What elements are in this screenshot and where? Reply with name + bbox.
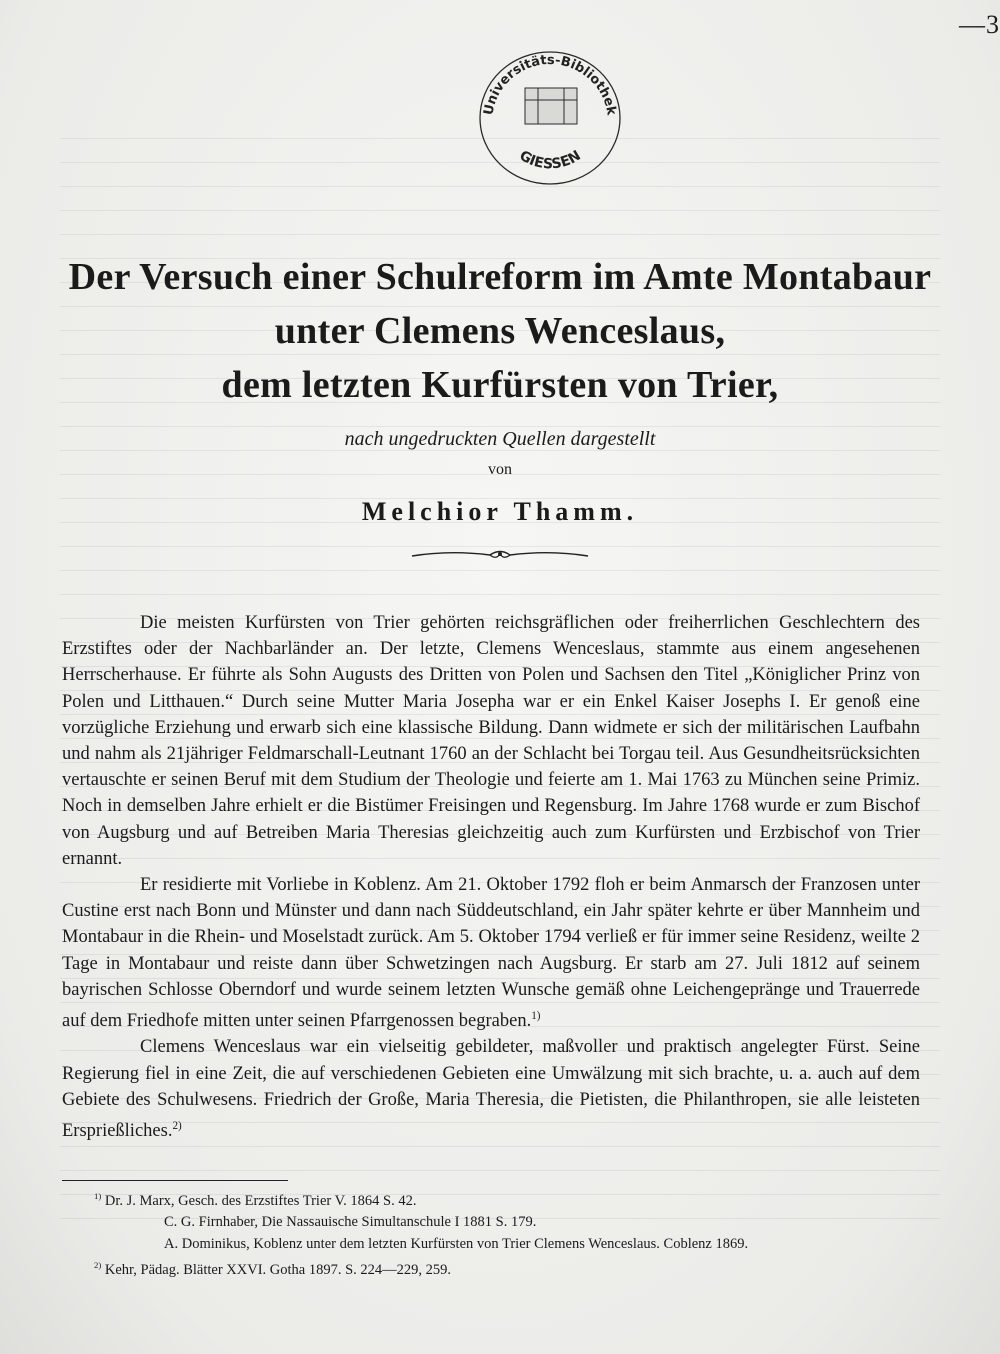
paragraph-1 [62,610,920,872]
paragraph-3-text: Clemens Wenceslaus war ein vielseitig gebildeter, maßvoller und praktisch angelegter Fürst. Seine Regierung fiel in eine Zeit, die auf verschiedenen Gebieten eine Umwälzung mit sich brachte, u. a. auch auf dem Gebiete des Schulwesens. Friedrich der Große, Maria Theresia, die Pietisten, die Philanthropen, sie alle leisteten Ersprießliches. [62,1037,920,1142]
footnotes [94,1186,934,1282]
footnote-1-line-3: A. Dominikus, Koblenz unter dem letzten Kurfürsten von Trier Clemens Wenceslaus. Coblenz 1869. [164,1235,749,1252]
svg-text:GIESSEN [516,148,583,173]
ornament-divider [410,544,590,564]
stamp-top-text: Universitäts-Bibliothek [481,52,619,117]
title-line-3: dem letzten Kurfürsten von Trier, [221,364,779,406]
paragraph-2-text: Er residierte mit Vorliebe in Koblenz. Am 21. Oktober 1792 floh er beim Anmarsch der Franzosen unter Custine erst nach Bonn und Münster und dann nach Süddeutschland, ein Jahr später kehrte er über Mannheim und Montabaur in die Rhein- und Moselstadt zurück. Am 5. Oktober 1794 verließ er für immer seine Residenz, weilte 2 Tage in Montabaur und reiste dann über Schwetzingen nach Augsburg. Er starb am 27. Juli 1812 auf seinem bayrischen Schlosse Oberndorf und wurde seinem letzten Wunsche gemäß ohne Leichengepränge und Trauerrede auf dem Friedhofe mitten unter seinen Pfarrgenossen begraben. [62,875,920,1032]
footnote-ref-2: 2) [172,1120,182,1133]
title-line-2: unter Clemens Wenceslaus, [274,310,726,352]
footnote-1-line-2: C. G. Firnhaber, Die Nassauische Simultanschule I 1881 S. 179. [164,1214,537,1231]
by-word: von [488,461,512,478]
title-block [0,250,1000,527]
subtitle: nach ungedruckten Quellen dargestellt [344,428,656,450]
footnote-2-mark: 2) [94,1260,102,1271]
page-number-mark: —3 [959,10,1000,39]
footnote-1-line-1 [94,1186,934,1212]
title-line-1: Der Versuch einer Schulreform im Amte Montabaur [68,256,932,298]
footnote-rule [62,1180,288,1181]
footnote-1-text-1: Dr. J. Marx, Gesch. des Erzstiftes Trier V. 1864 S. 42. [104,1192,417,1209]
stamp-bottom-text: GIESSEN [516,147,584,173]
paragraph-2 [62,872,920,1034]
library-stamp [470,40,630,190]
footnote-2-text-1: Kehr, Pädag. Blätter XXVI. Gotha 1897. S. 224—229, 259. [104,1262,452,1279]
body-text [62,610,920,1144]
paragraph-1-text: Die meisten Kurfürsten von Trier gehörten reichsgräflichen oder freiherrlichen Geschlechtern des Erzstiftes oder der Nachbarländer an. Der letzte, Clemens Wenceslaus, stammte aus einem angesehenen Herrscherhause. Er führte als Sohn Augusts des Dritten von Polen und Sachsen den Titel „Königlicher Prinz von Polen und Litthauen.“ Durch seine Mutter Maria Josepha war er ein Enkel Kaiser Josephs I. Er genoß eine vorzügliche Erziehung und erwarb sich eine klassische Bildung. Dann widmete er sich der militärischen Laufbahn und nahm als 21jähriger Feldmarschall-Leutnant 1760 an der Schlacht bei Torgau teil. Aus Gesundheitsrücksichten vertauschte er seinen Beruf mit dem Studium der Theologie und feierte am 1. Mai 1763 zu München seine Primiz. Noch in demselben Jahre erhielt er die Bistümer Freisingen und Regensburg. Im Jahre 1768 wurde er zum Bischof von Augsburg und auf Betreiben Maria Theresias gleichzeitig auch zum Kurfürsten und Erzbischof von Trier ernannt. [62,613,920,869]
footnote-2-line-1 [94,1255,934,1281]
author-name: Melchior Thamm. [361,497,639,526]
paragraph-3 [62,1034,920,1144]
footnote-1-mark: 1) [94,1191,102,1201]
footnote-ref-1: 1) [531,1010,541,1023]
